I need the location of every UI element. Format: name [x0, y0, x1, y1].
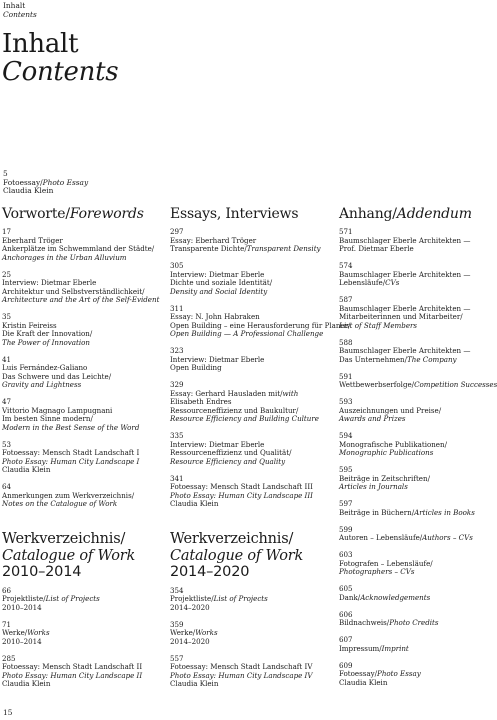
toc-entry-line: Baumschlager Eberle Architekten — — [339, 235, 471, 245]
toc-entry[interactable] — [2, 398, 162, 432]
page-title-de: Inhalt — [2, 29, 79, 59]
toc-entry-line-en: Imprint — [381, 643, 409, 653]
catalogue-heading — [2, 531, 142, 581]
section-heading-de: Anhang/ — [339, 206, 397, 222]
toc-entry-line: Impressum/ — [339, 643, 382, 653]
toc-entry[interactable] — [339, 466, 475, 492]
toc-entry-line: Claudia Klein — [339, 677, 388, 687]
toc-entry-line-en: CVs — [385, 278, 400, 287]
toc-entry-line: 2010–2014 — [2, 602, 42, 612]
toc-entry-page-number: 323 — [170, 346, 184, 355]
toc-entry-line: Architecture and the Art of the Self-Evident — [2, 295, 160, 304]
toc-entry-page-number: 599 — [339, 524, 353, 534]
toc-entry[interactable] — [2, 655, 142, 689]
toc-entry[interactable] — [339, 636, 475, 653]
toc-entry-line: Gravity and Lightness — [2, 380, 82, 389]
toc-entry-page-number: 311 — [170, 303, 184, 313]
catalogue-section — [2, 531, 142, 697]
toc-entry-line: Wettbewerbserfolge/ — [339, 380, 415, 389]
toc-entry-line-en: Transparent Density — [246, 244, 321, 253]
toc-entry-page-number: 606 — [339, 609, 353, 619]
toc-entry[interactable] — [170, 621, 313, 647]
toc-entry-page-number: 595 — [339, 465, 353, 474]
toc-entry-page-number: 605 — [339, 584, 353, 593]
toc-entry-page-number: 588 — [339, 337, 353, 347]
toc-entry-line: Ressourceneffizienz und Baukultur/ — [170, 405, 299, 415]
toc-entry-line: Prof. Dietmar Eberle — [339, 244, 414, 253]
toc-entry[interactable] — [170, 347, 330, 373]
running-head-de: Inhalt — [3, 1, 26, 10]
catalogue-years: 2010–2014 — [2, 564, 82, 580]
toc-entry-line: Baumschlager Eberle Architekten — — [339, 269, 471, 279]
toc-entry[interactable] — [339, 500, 475, 517]
toc-entry[interactable] — [339, 662, 475, 688]
toc-entry-line: Essay: N. John Habraken — [170, 312, 260, 321]
photo-essay-label-en: Photo Essay — [42, 177, 89, 187]
toc-entry-line: Die Kraft der Innovation/ — [2, 329, 93, 338]
toc-entry-line: Essay: Gerhard Hausladen mit/ — [170, 388, 283, 398]
toc-entry-line-en: Authors – CVs — [422, 533, 473, 542]
toc-entry[interactable] — [2, 441, 162, 475]
toc-entry-line: Interview: Dietmar Eberle — [170, 354, 265, 364]
toc-entry-page-number: 557 — [170, 653, 184, 663]
toc-entry-line: Werke/ — [2, 628, 28, 637]
page-number: 15 — [3, 708, 13, 717]
toc-entry-line-en: Competition Successes — [414, 380, 497, 389]
toc-entry-page-number: 594 — [339, 431, 353, 440]
toc-entry-line: The Power of Innovation — [2, 337, 90, 347]
toc-entry[interactable] — [339, 339, 475, 365]
toc-entry-line: Modern in the Best Sense of the Word — [2, 422, 140, 432]
toc-entry-line: Architektur und Selbstverständlichkeit/ — [2, 286, 145, 296]
toc-entry-line: Photo Essay: Human City Landscape II — [2, 670, 143, 680]
toc-entry-page-number: 25 — [2, 269, 12, 279]
toc-entry[interactable] — [170, 655, 313, 689]
toc-entry-page-number: 41 — [2, 354, 12, 364]
toc-entry[interactable] — [339, 551, 475, 577]
toc-entry-line: Autoren – Lebensläufe/ — [339, 533, 423, 542]
toc-entry-page-number: 359 — [170, 619, 184, 629]
toc-entry-line: Lebensläufe/ — [339, 278, 386, 287]
toc-entry-line-en: List of Projects — [45, 594, 100, 603]
toc-entry-line: Interview: Dietmar Eberle — [170, 269, 265, 279]
toc-entry-page-number: 64 — [2, 482, 12, 491]
toc-entry[interactable] — [2, 587, 142, 613]
toc-entry-page-number: 335 — [170, 431, 184, 440]
photo-essay-label-de: Fotoessay/ — [3, 177, 43, 187]
toc-entry-line: Fotoessay: Mensch Stadt Landschaft IV — [170, 662, 313, 671]
section-heading — [2, 206, 162, 223]
toc-entry-line: Claudia Klein — [2, 465, 51, 474]
toc-entry-line: Baumschlager Eberle Architekten — — [339, 346, 471, 355]
toc-entry-line: Interview: Dietmar Eberle — [170, 439, 265, 449]
toc-entry-page-number: 66 — [2, 585, 12, 595]
toc-entry-line: Elisabeth Endres — [170, 397, 232, 406]
toc-entry-line: Resource Efficiency and Building Culture — [170, 414, 319, 423]
toc-entry-line: Baumschlager Eberle Architekten — — [339, 303, 471, 313]
toc-entry-line: Fotoessay: Mensch Stadt Landschaft II — [2, 662, 143, 671]
toc-entry-page-number: 354 — [170, 585, 184, 595]
section-heading-de: Vorworte/ — [2, 206, 70, 222]
toc-entry-line: Resource Efficiency and Quality — [170, 456, 286, 466]
toc-entry-line: Notes on the Catalogue of Work — [2, 499, 118, 508]
toc-entry[interactable] — [170, 303, 351, 339]
toc-entry-line: Fotoessay/ — [339, 669, 378, 678]
toc-entry-line: 2014–2020 — [170, 602, 210, 612]
toc-entry-page-number: 603 — [339, 550, 353, 559]
toc-entry-line: Auszeichnungen und Preise/ — [339, 405, 442, 415]
toc-entry-line: Projektliste/ — [170, 594, 214, 603]
catalogue-years: 2014–2020 — [170, 564, 250, 580]
toc-entry-line: Interview: Dietmar Eberle — [2, 278, 97, 287]
toc-entry[interactable] — [2, 313, 162, 347]
toc-entry-page-number: 35 — [2, 312, 12, 321]
toc-entry-page-number: 341 — [170, 473, 184, 483]
toc-entry[interactable] — [2, 483, 162, 509]
toc-entry-line-en: Acknowledgements — [360, 592, 431, 602]
section-heading-en: Forewords — [69, 206, 144, 222]
column-addendum — [339, 206, 497, 696]
toc-entry-line: Dank/ — [339, 592, 361, 602]
section-heading-de: Essays, Interviews — [170, 206, 299, 222]
toc-entry[interactable] — [339, 228, 475, 254]
toc-entry-page-number: 305 — [170, 261, 184, 270]
page-title-en: Contents — [2, 57, 119, 87]
toc-entry-line: Beiträge in Zeitschriften/ — [339, 473, 430, 483]
toc-entry-line-en: Works — [195, 628, 218, 637]
toc-entry[interactable] — [170, 587, 313, 613]
toc-entry-line: Photo Essay: Human City Landscape III — [170, 490, 313, 500]
toc-entry-page-number: 571 — [339, 227, 353, 236]
toc-entry-line-en: Photo Essay — [377, 669, 421, 678]
toc-entry[interactable] — [339, 262, 475, 288]
toc-entry-line: Luis Fernández-Galiano — [2, 363, 88, 372]
toc-entry-page-number: 71 — [2, 619, 12, 629]
toc-entry-page-number: 607 — [339, 635, 353, 644]
photo-essay-page: 5 — [3, 169, 8, 178]
toc-entry[interactable] — [339, 296, 475, 330]
toc-entry-line: Photo Essay: Human City Landscape I — [2, 456, 140, 466]
toc-entry[interactable] — [339, 585, 475, 602]
toc-entry-line: Anchorages in the Urban Alluvium — [2, 252, 127, 262]
toc-entry-page-number: 593 — [339, 397, 353, 406]
toc-entry-line: Photo Essay: Human City Landscape IV — [170, 670, 313, 680]
toc-entry[interactable] — [170, 475, 330, 509]
toc-entry-line: Projektliste/ — [2, 594, 46, 603]
toc-entry-line: Transparente Dichte/ — [170, 244, 247, 253]
toc-entry-line: Dichte und soziale Identität/ — [170, 278, 273, 287]
toc-entry-line: Essay: Eberhard Tröger — [170, 235, 257, 245]
toc-entry-line: Monographic Publications — [339, 448, 434, 457]
toc-entry-line: Ankerplätze im Schwemmland der Städte/ — [2, 244, 155, 253]
catalogue-heading-en: Catalogue of Work — [170, 547, 304, 564]
toc-entry-line-en: List of Projects — [213, 594, 268, 603]
toc-entry-page-number: 591 — [339, 371, 353, 381]
toc-entry[interactable] — [339, 611, 475, 628]
toc-entry-line: Fotoessay: Mensch Stadt Landschaft I — [2, 448, 140, 457]
toc-entry[interactable] — [2, 621, 142, 647]
toc-entry-line: Claudia Klein — [170, 499, 219, 508]
toc-entry-page-number: 47 — [2, 397, 12, 406]
catalogue-heading-en: Catalogue of Work — [2, 547, 136, 564]
toc-entry-line: Werke/ — [170, 628, 196, 637]
toc-entry-page-number: 285 — [2, 653, 16, 663]
toc-entry-line: Das Unternehmen/ — [339, 354, 408, 364]
running-head-en: Contents — [3, 10, 37, 19]
photo-essay-entry[interactable] — [3, 170, 88, 196]
toc-entry[interactable] — [170, 228, 330, 254]
toc-entry-line: Density and Social Identity — [170, 286, 268, 296]
toc-entry-line: Claudia Klein — [2, 679, 51, 688]
section-heading — [339, 206, 475, 223]
photo-essay-author: Claudia Klein — [3, 186, 54, 196]
toc-entry-line: Awards and Prizes — [339, 414, 406, 423]
toc-entry-line: Open Building – eine Herausforderung für Planer/ — [170, 320, 351, 330]
toc-entry-page-number: 17 — [2, 227, 12, 236]
toc-entry[interactable] — [2, 356, 162, 390]
toc-entry-line: 2010–2014 — [2, 636, 42, 646]
toc-entry-line-en: Photo Credits — [389, 618, 439, 627]
toc-entry-line-en: with — [282, 388, 299, 398]
toc-entry[interactable] — [339, 398, 475, 424]
toc-entry[interactable] — [170, 432, 330, 466]
toc-entry[interactable] — [2, 228, 162, 262]
toc-entry[interactable] — [170, 262, 330, 296]
page-title — [2, 30, 118, 86]
running-head — [3, 1, 37, 19]
toc-entry-line: Articles in Journals — [339, 482, 408, 491]
section-heading — [170, 206, 330, 223]
toc-entry-line: Kristin Feireiss — [2, 320, 57, 330]
column-forewords — [2, 206, 162, 688]
toc-entry-page-number: 597 — [339, 499, 353, 508]
toc-entry-line: Open Building — A Professional Challenge — [170, 329, 324, 338]
toc-entry[interactable] — [339, 371, 497, 390]
toc-entry-line: List of Staff Members — [339, 320, 418, 330]
toc-entry-line: Beiträge in Büchern/ — [339, 507, 415, 517]
toc-entry-line: Fotografen – Lebensläufe/ — [339, 558, 433, 568]
section-heading-en: Addendum — [396, 206, 472, 222]
toc-entry-line: Das Schwere und das Leichte/ — [2, 371, 112, 381]
toc-entry-page-number: 329 — [170, 380, 184, 389]
toc-entry-line: Anmerkungen zum Werkverzeichnis/ — [2, 490, 135, 500]
toc-entry-line: Bildnachweis/ — [339, 618, 390, 627]
toc-entry-page-number: 53 — [2, 439, 12, 449]
toc-entry-line: Eberhard Tröger — [2, 235, 63, 245]
toc-entry-line-en: Articles in Books — [414, 507, 475, 517]
toc-entry-line: 2014–2020 — [170, 636, 210, 646]
toc-entry[interactable] — [339, 432, 475, 458]
toc-entry-line: Ressourceneffizienz und Qualität/ — [170, 448, 292, 457]
toc-entry-line: Open Building — [170, 363, 222, 372]
toc-entry-line: Photographers – CVs — [339, 567, 415, 576]
toc-entry-line-en: Works — [27, 628, 50, 637]
toc-entry-page-number: 609 — [339, 660, 353, 670]
catalogue-heading-de: Werkverzeichnis/ — [2, 531, 126, 547]
catalogue-heading — [170, 531, 313, 581]
toc-entry[interactable] — [2, 271, 162, 305]
toc-entry-line: Claudia Klein — [170, 679, 219, 688]
catalogue-section — [170, 531, 313, 697]
toc-entry-line: Fotoessay: Mensch Stadt Landschaft III — [170, 482, 313, 491]
toc-entry-line: Monografische Publikationen/ — [339, 439, 447, 449]
toc-entry-line: Im besten Sinne modern/ — [2, 414, 93, 423]
toc-entry[interactable] — [170, 381, 330, 424]
toc-entry-line: Vittorio Magnago Lampugnani — [2, 405, 113, 415]
toc-entry-line-en: The Company — [407, 354, 457, 364]
catalogue-heading-de: Werkverzeichnis/ — [170, 531, 294, 547]
toc-entry-page-number: 587 — [339, 295, 353, 304]
toc-entry[interactable] — [339, 526, 475, 543]
toc-entry-page-number: 297 — [170, 227, 184, 236]
toc-entry-page-number: 574 — [339, 261, 353, 270]
toc-entry-line: Mitarbeiterinnen und Mitarbeiter/ — [339, 312, 463, 321]
